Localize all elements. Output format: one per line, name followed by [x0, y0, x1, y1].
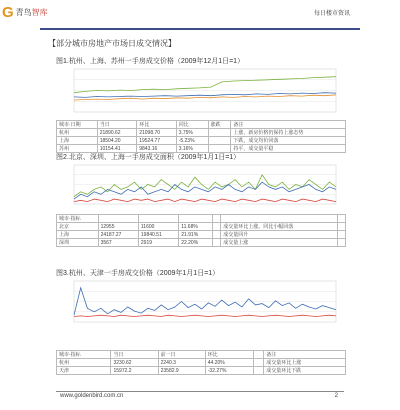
- table-cell: 18504.20: [97, 137, 136, 145]
- table-cell: 12955: [98, 223, 138, 231]
- section-title: [48, 38, 352, 50]
- table-row: [57, 351, 346, 359]
- table-cell: 21098.70: [137, 129, 176, 137]
- table-header-cell: 环比: [205, 351, 253, 359]
- table-cell: 成交量上涨: [221, 239, 338, 247]
- table-cell: 11600: [138, 223, 178, 231]
- series-line-天津: [74, 315, 336, 316]
- figure-3-chart: [60, 278, 340, 328]
- table-cell: 2240.3: [158, 359, 205, 367]
- header-divider: [40, 28, 360, 30]
- table-cell: 9843.16: [137, 145, 176, 153]
- table-cell: 44.20%: [205, 359, 253, 367]
- table-cell: 成交量环比上涨，同比小幅回落: [221, 223, 338, 231]
- table-cell: 19524.77: [137, 137, 176, 145]
- table-cell: -5.23%: [176, 137, 208, 145]
- table-cell: 10154.41: [97, 145, 136, 153]
- table-header-cell: 涨跌: [208, 121, 231, 129]
- table-2: [56, 214, 346, 247]
- table-row: [57, 215, 346, 223]
- table-header-cell: 城市·指标: [57, 351, 111, 359]
- table-cell: 2919: [138, 239, 178, 247]
- logo-text: 青鸟: [15, 7, 32, 17]
- table-cell: 杭州: [57, 359, 111, 367]
- figure-2-chart: [60, 162, 340, 210]
- table-cell: [338, 223, 346, 231]
- table-row: [57, 121, 346, 129]
- table-header-cell: 城市·日期: [57, 121, 98, 129]
- header-right-text: 每日楼市资讯: [313, 11, 350, 17]
- table-row: [57, 359, 346, 367]
- table-header-cell: 备注: [264, 351, 346, 359]
- table-row: [57, 231, 346, 239]
- series-line-上海: [74, 199, 336, 202]
- table-cell: [208, 129, 231, 137]
- table-cell: 19840.51: [138, 231, 178, 239]
- table-cell: 苏州: [57, 145, 98, 153]
- table-cell: 3567: [98, 239, 138, 247]
- table-cell: 成交量环比上涨: [264, 359, 346, 367]
- table-header-cell: [98, 215, 138, 223]
- table-row: [57, 129, 346, 137]
- table-cell: 3230.62: [111, 359, 158, 367]
- logo-text-2: 智库: [31, 7, 48, 17]
- table-cell: [254, 359, 264, 367]
- footer-url: www.goldenbird.com.cn: [60, 393, 124, 399]
- table-cell: [208, 137, 231, 145]
- table-cell: [213, 239, 221, 247]
- table-cell: 3.75%: [176, 129, 208, 137]
- table-header-cell: [254, 351, 264, 359]
- figure-2-caption: 图2.北京、深圳、上海一手房成交面积（2009年1月1日=1）: [56, 154, 241, 161]
- table-cell: [338, 231, 346, 239]
- table-cell: 上海: [57, 231, 99, 239]
- table-cell: 持平，成交量平稳: [231, 145, 346, 153]
- figure-1-chart: [60, 66, 340, 118]
- figure-1-caption: 图1.杭州、上海、苏州一手房成交价格（2009年12月1日=1）: [56, 58, 245, 65]
- table-header-cell: 前一日: [158, 351, 205, 359]
- table-header-cell: [179, 215, 213, 223]
- table-cell: 21890.62: [97, 129, 136, 137]
- table-row: [57, 367, 346, 375]
- logo-letter: G: [2, 3, 14, 21]
- table-cell: 成交量回升: [221, 231, 338, 239]
- table-cell: 深圳: [57, 239, 99, 247]
- table-header-cell: 备注: [231, 121, 346, 129]
- table-cell: 21.91%: [179, 231, 213, 239]
- table-header-cell: [213, 215, 221, 223]
- table-cell: 天津: [57, 367, 111, 375]
- table-cell: 上海: [57, 137, 98, 145]
- table-row: [57, 239, 346, 247]
- table-1: [56, 120, 346, 153]
- table-cell: [213, 223, 221, 231]
- table-cell: 下跌，成交均价回落: [231, 137, 346, 145]
- table-cell: 15972.2: [111, 367, 158, 375]
- footer-page-number: 2: [334, 393, 338, 399]
- table-cell: -32.27%: [205, 367, 253, 375]
- table-cell: [254, 367, 264, 375]
- table-cell: [338, 239, 346, 247]
- series-line-北京: [74, 175, 336, 197]
- table-cell: 成交量环比下跌: [264, 367, 346, 375]
- table-header-cell: 当日: [111, 351, 158, 359]
- table-cell: 24187.27: [98, 231, 138, 239]
- table-header-cell: 同比: [176, 121, 208, 129]
- table-header-cell: [338, 215, 346, 223]
- table-cell: 3.16%: [176, 145, 208, 153]
- table-header-cell: 当日: [97, 121, 136, 129]
- logo: [2, 2, 82, 22]
- table-header-cell: [138, 215, 178, 223]
- footer-divider: [56, 391, 344, 392]
- table-cell: 22.20%: [179, 239, 213, 247]
- table-cell: 11.68%: [179, 223, 213, 231]
- table-3: [56, 350, 346, 375]
- series-line-上海: [74, 93, 336, 98]
- section-title-text: 【部分城市房地产市场日成交情况】: [48, 39, 176, 48]
- table-cell: 23582.9: [158, 367, 205, 375]
- table-cell: 北京: [57, 223, 99, 231]
- table-header-cell: [221, 215, 338, 223]
- table-row: [57, 223, 346, 231]
- table-header-cell: 城市·指标: [57, 215, 99, 223]
- table-row: [57, 137, 346, 145]
- table-cell: [213, 231, 221, 239]
- table-cell: 杭州: [57, 129, 98, 137]
- figure-3-caption: 图3.杭州、天津一手房成交价格（2009年1月1日=1）: [56, 270, 220, 277]
- table-cell: 上涨，新房价格仍保持上涨态势: [231, 129, 346, 137]
- table-header-cell: 环比: [137, 121, 176, 129]
